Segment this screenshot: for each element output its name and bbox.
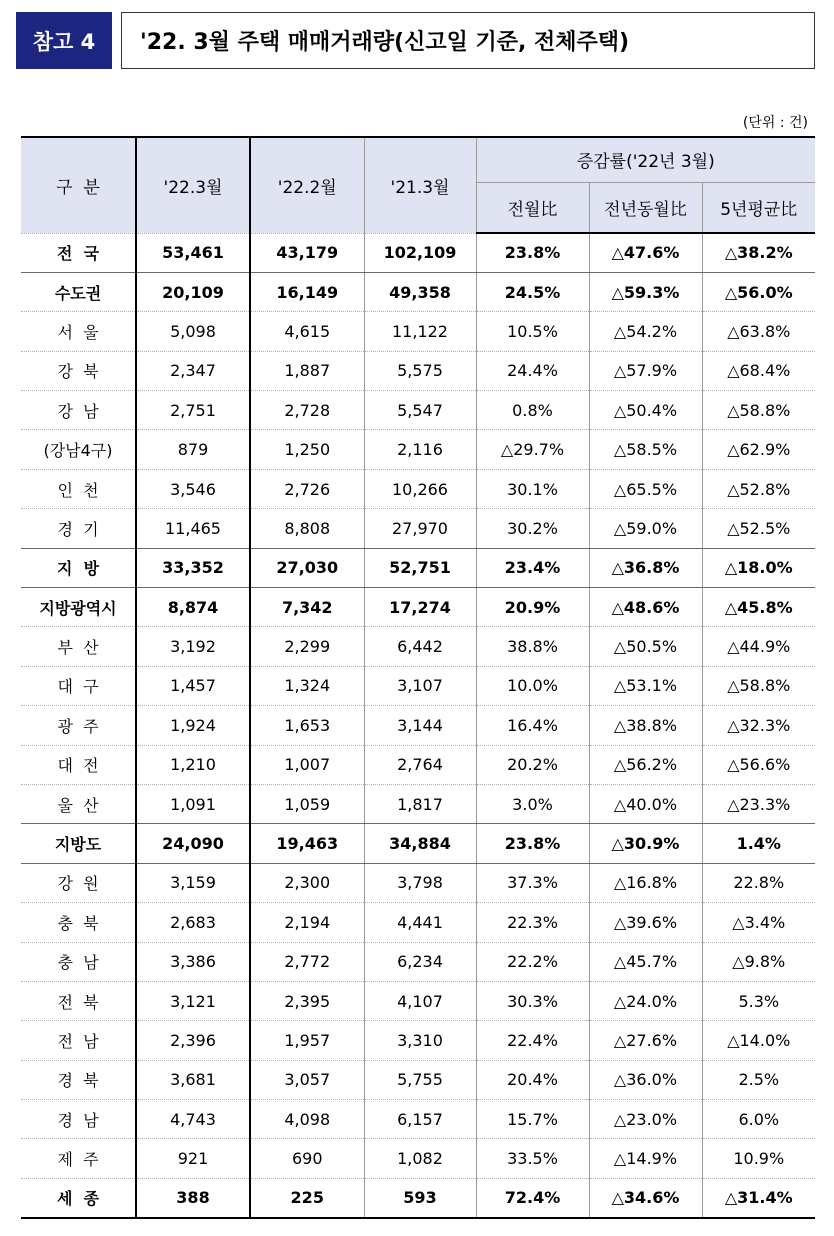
col-header-mom: 전월比 — [476, 182, 589, 233]
value-cell-c1: 3,681 — [136, 1060, 250, 1099]
value-cell-c2: 2,726 — [250, 469, 364, 508]
value-cell-c3: 1,082 — [364, 1139, 476, 1178]
value-cell-g3: △31.4% — [702, 1178, 815, 1217]
value-cell-c1: 1,457 — [136, 666, 250, 705]
value-cell-c1: 4,743 — [136, 1100, 250, 1139]
region-cell: 지방광역시 — [21, 588, 136, 627]
value-cell-g3: 10.9% — [702, 1139, 815, 1178]
value-cell-c3: 2,764 — [364, 745, 476, 784]
value-cell-g2: △65.5% — [589, 469, 702, 508]
value-cell-c1: 8,874 — [136, 588, 250, 627]
value-cell-g3: △45.8% — [702, 588, 815, 627]
value-cell-c1: 24,090 — [136, 824, 250, 863]
value-cell-c1: 33,352 — [136, 548, 250, 587]
value-cell-g3: 5.3% — [702, 981, 815, 1020]
region-cell: 인 천 — [21, 469, 136, 508]
value-cell-c2: 8,808 — [250, 509, 364, 548]
value-cell-c3: 5,575 — [364, 351, 476, 390]
value-cell-c1: 3,192 — [136, 627, 250, 666]
value-cell-g3: △14.0% — [702, 1021, 815, 1060]
value-cell-g1: 22.2% — [476, 942, 589, 981]
value-cell-g1: 24.5% — [476, 272, 589, 311]
region-cell: 강 북 — [21, 351, 136, 390]
table-row — [21, 548, 815, 587]
value-cell-g2: △39.6% — [589, 903, 702, 942]
value-cell-c2: 3,057 — [250, 1060, 364, 1099]
region-cell: 전 북 — [21, 981, 136, 1020]
value-cell-g3: △44.9% — [702, 627, 815, 666]
region-cell: 부 산 — [21, 627, 136, 666]
value-cell-g1: 30.2% — [476, 509, 589, 548]
value-cell-c3: 6,157 — [364, 1100, 476, 1139]
value-cell-c2: 225 — [250, 1178, 364, 1217]
region-cell: 경 기 — [21, 509, 136, 548]
value-cell-c3: 2,116 — [364, 430, 476, 469]
value-cell-c3: 3,107 — [364, 666, 476, 705]
value-cell-g2: △36.0% — [589, 1060, 702, 1099]
region-cell: (강남4구) — [21, 430, 136, 469]
value-cell-g2: △54.2% — [589, 312, 702, 351]
table-row — [21, 903, 815, 942]
value-cell-c3: 17,274 — [364, 588, 476, 627]
value-cell-g3: △62.9% — [702, 430, 815, 469]
value-cell-g3: △38.2% — [702, 233, 815, 272]
table-row — [21, 824, 815, 863]
value-cell-g2: △59.0% — [589, 509, 702, 548]
value-cell-g3: △58.8% — [702, 391, 815, 430]
value-cell-g1: △29.7% — [476, 430, 589, 469]
region-cell: 지 방 — [21, 548, 136, 587]
value-cell-c3: 6,442 — [364, 627, 476, 666]
value-cell-c1: 3,159 — [136, 863, 250, 902]
section-badge: 참고 4 — [16, 12, 112, 69]
table-row — [21, 706, 815, 745]
value-cell-g3: △18.0% — [702, 548, 815, 587]
table-row — [21, 1100, 815, 1139]
value-cell-c2: 27,030 — [250, 548, 364, 587]
region-cell: 대 구 — [21, 666, 136, 705]
value-cell-c1: 11,465 — [136, 509, 250, 548]
value-cell-c3: 6,234 — [364, 942, 476, 981]
value-cell-c1: 2,396 — [136, 1021, 250, 1060]
value-cell-g3: 6.0% — [702, 1100, 815, 1139]
table-row — [21, 666, 815, 705]
col-header-2022-03: '22.3월 — [136, 137, 250, 233]
value-cell-g2: △48.6% — [589, 588, 702, 627]
value-cell-c2: 19,463 — [250, 824, 364, 863]
value-cell-g2: △57.9% — [589, 351, 702, 390]
col-header-5yr-avg: 5년평균比 — [702, 182, 815, 233]
value-cell-c1: 2,347 — [136, 351, 250, 390]
value-cell-g3: △68.4% — [702, 351, 815, 390]
value-cell-c2: 4,098 — [250, 1100, 364, 1139]
value-cell-c2: 2,194 — [250, 903, 364, 942]
value-cell-c1: 388 — [136, 1178, 250, 1217]
region-cell: 경 남 — [21, 1100, 136, 1139]
value-cell-c3: 49,358 — [364, 272, 476, 311]
value-cell-g2: △30.9% — [589, 824, 702, 863]
table-row — [21, 1178, 815, 1217]
value-cell-c2: 16,149 — [250, 272, 364, 311]
value-cell-g1: 24.4% — [476, 351, 589, 390]
value-cell-g2: △45.7% — [589, 942, 702, 981]
value-cell-c3: 593 — [364, 1178, 476, 1217]
table-row — [21, 627, 815, 666]
value-cell-c2: 1,653 — [250, 706, 364, 745]
value-cell-g2: △34.6% — [589, 1178, 702, 1217]
document-title — [121, 12, 815, 69]
value-cell-g1: 72.4% — [476, 1178, 589, 1217]
value-cell-g3: △56.6% — [702, 745, 815, 784]
value-cell-g1: 20.2% — [476, 745, 589, 784]
value-cell-c2: 7,342 — [250, 588, 364, 627]
value-cell-g2: △40.0% — [589, 784, 702, 823]
value-cell-c3: 10,266 — [364, 469, 476, 508]
value-cell-g1: 16.4% — [476, 706, 589, 745]
col-header-2021-03: '21.3월 — [364, 137, 476, 233]
value-cell-c3: 5,547 — [364, 391, 476, 430]
table-row — [21, 312, 815, 351]
value-cell-g1: 30.1% — [476, 469, 589, 508]
region-cell: 수도권 — [21, 272, 136, 311]
table-row — [21, 942, 815, 981]
col-header-2022-02: '22.2월 — [250, 137, 364, 233]
value-cell-c3: 4,441 — [364, 903, 476, 942]
value-cell-c2: 1,887 — [250, 351, 364, 390]
table-body — [21, 233, 815, 1218]
value-cell-g3: △32.3% — [702, 706, 815, 745]
value-cell-g2: △27.6% — [589, 1021, 702, 1060]
table-row — [21, 391, 815, 430]
value-cell-g2: △50.4% — [589, 391, 702, 430]
value-cell-g3: △56.0% — [702, 272, 815, 311]
value-cell-c2: 1,007 — [250, 745, 364, 784]
housing-transactions-table — [21, 136, 815, 1219]
value-cell-c1: 3,121 — [136, 981, 250, 1020]
value-cell-c1: 5,098 — [136, 312, 250, 351]
value-cell-g3: △63.8% — [702, 312, 815, 351]
col-header-growth-group: 증감률('22년 3월) — [476, 137, 815, 182]
value-cell-g2: △59.3% — [589, 272, 702, 311]
value-cell-g1: 20.4% — [476, 1060, 589, 1099]
value-cell-c3: 11,122 — [364, 312, 476, 351]
value-cell-g1: 15.7% — [476, 1100, 589, 1139]
value-cell-c2: 690 — [250, 1139, 364, 1178]
value-cell-c3: 5,755 — [364, 1060, 476, 1099]
value-cell-c3: 27,970 — [364, 509, 476, 548]
value-cell-g1: 20.9% — [476, 588, 589, 627]
value-cell-g1: 33.5% — [476, 1139, 589, 1178]
value-cell-g2: △56.2% — [589, 745, 702, 784]
value-cell-g3: △9.8% — [702, 942, 815, 981]
value-cell-g1: 30.3% — [476, 981, 589, 1020]
value-cell-c3: 4,107 — [364, 981, 476, 1020]
value-cell-g1: 22.4% — [476, 1021, 589, 1060]
value-cell-g1: 23.8% — [476, 233, 589, 272]
table-row — [21, 1021, 815, 1060]
value-cell-g2: △50.5% — [589, 627, 702, 666]
region-cell: 충 북 — [21, 903, 136, 942]
region-cell: 강 남 — [21, 391, 136, 430]
value-cell-c3: 3,798 — [364, 863, 476, 902]
value-cell-c2: 4,615 — [250, 312, 364, 351]
region-cell: 광 주 — [21, 706, 136, 745]
value-cell-g3: 22.8% — [702, 863, 815, 902]
region-cell: 경 북 — [21, 1060, 136, 1099]
value-cell-c1: 3,546 — [136, 469, 250, 508]
region-cell: 강 원 — [21, 863, 136, 902]
value-cell-c3: 34,884 — [364, 824, 476, 863]
value-cell-c2: 43,179 — [250, 233, 364, 272]
value-cell-g3: △3.4% — [702, 903, 815, 942]
value-cell-c1: 20,109 — [136, 272, 250, 311]
table-row — [21, 351, 815, 390]
value-cell-g1: 0.8% — [476, 391, 589, 430]
value-cell-g3: 2.5% — [702, 1060, 815, 1099]
table-row — [21, 1139, 815, 1178]
table-row — [21, 745, 815, 784]
value-cell-g3: △52.5% — [702, 509, 815, 548]
value-cell-c1: 2,683 — [136, 903, 250, 942]
table-row — [21, 469, 815, 508]
value-cell-g1: 10.5% — [476, 312, 589, 351]
value-cell-c1: 1,924 — [136, 706, 250, 745]
table-row — [21, 863, 815, 902]
value-cell-g1: 37.3% — [476, 863, 589, 902]
region-cell: 전 남 — [21, 1021, 136, 1060]
value-cell-c2: 1,250 — [250, 430, 364, 469]
table-row — [21, 588, 815, 627]
region-cell: 전 국 — [21, 233, 136, 272]
value-cell-c2: 2,300 — [250, 863, 364, 902]
value-cell-g1: 23.4% — [476, 548, 589, 587]
region-cell: 제 주 — [21, 1139, 136, 1178]
col-header-region: 구 분 — [21, 137, 136, 233]
value-cell-c1: 1,210 — [136, 745, 250, 784]
value-cell-c3: 3,310 — [364, 1021, 476, 1060]
table-row — [21, 981, 815, 1020]
value-cell-g1: 3.0% — [476, 784, 589, 823]
value-cell-c1: 1,091 — [136, 784, 250, 823]
value-cell-g2: △14.9% — [589, 1139, 702, 1178]
value-cell-c2: 1,324 — [250, 666, 364, 705]
value-cell-g3: △23.3% — [702, 784, 815, 823]
value-cell-g2: △53.1% — [589, 666, 702, 705]
value-cell-g1: 23.8% — [476, 824, 589, 863]
value-cell-g2: △23.0% — [589, 1100, 702, 1139]
unit-note: (단위 : 건) — [742, 115, 808, 131]
value-cell-g2: △58.5% — [589, 430, 702, 469]
table-row — [21, 233, 815, 272]
value-cell-g2: △47.6% — [589, 233, 702, 272]
value-cell-c3: 52,751 — [364, 548, 476, 587]
value-cell-c2: 1,957 — [250, 1021, 364, 1060]
region-cell: 울 산 — [21, 784, 136, 823]
value-cell-c1: 3,386 — [136, 942, 250, 981]
region-cell: 서 울 — [21, 312, 136, 351]
region-cell: 세 종 — [21, 1178, 136, 1217]
value-cell-g2: △38.8% — [589, 706, 702, 745]
value-cell-c3: 3,144 — [364, 706, 476, 745]
value-cell-c2: 1,059 — [250, 784, 364, 823]
value-cell-g3: △58.8% — [702, 666, 815, 705]
region-cell: 충 남 — [21, 942, 136, 981]
table-row — [21, 1060, 815, 1099]
table-row — [21, 430, 815, 469]
value-cell-g1: 38.8% — [476, 627, 589, 666]
value-cell-g3: 1.4% — [702, 824, 815, 863]
value-cell-c1: 53,461 — [136, 233, 250, 272]
table-row — [21, 272, 815, 311]
value-cell-c1: 921 — [136, 1139, 250, 1178]
col-header-yoy: 전년동월比 — [589, 182, 702, 233]
value-cell-g2: △16.8% — [589, 863, 702, 902]
region-cell: 지방도 — [21, 824, 136, 863]
value-cell-c2: 2,395 — [250, 981, 364, 1020]
value-cell-g2: △36.8% — [589, 548, 702, 587]
document-title-text: '22. 3월 주택 매매거래량(신고일 기준, 전체주택) — [140, 30, 630, 55]
value-cell-c1: 2,751 — [136, 391, 250, 430]
value-cell-c3: 102,109 — [364, 233, 476, 272]
value-cell-c2: 2,728 — [250, 391, 364, 430]
value-cell-c2: 2,772 — [250, 942, 364, 981]
value-cell-g1: 10.0% — [476, 666, 589, 705]
region-cell: 대 전 — [21, 745, 136, 784]
table-row — [21, 784, 815, 823]
value-cell-g1: 22.3% — [476, 903, 589, 942]
value-cell-g3: △52.8% — [702, 469, 815, 508]
value-cell-c1: 879 — [136, 430, 250, 469]
value-cell-c2: 2,299 — [250, 627, 364, 666]
table-row — [21, 509, 815, 548]
value-cell-g2: △24.0% — [589, 981, 702, 1020]
value-cell-c3: 1,817 — [364, 784, 476, 823]
